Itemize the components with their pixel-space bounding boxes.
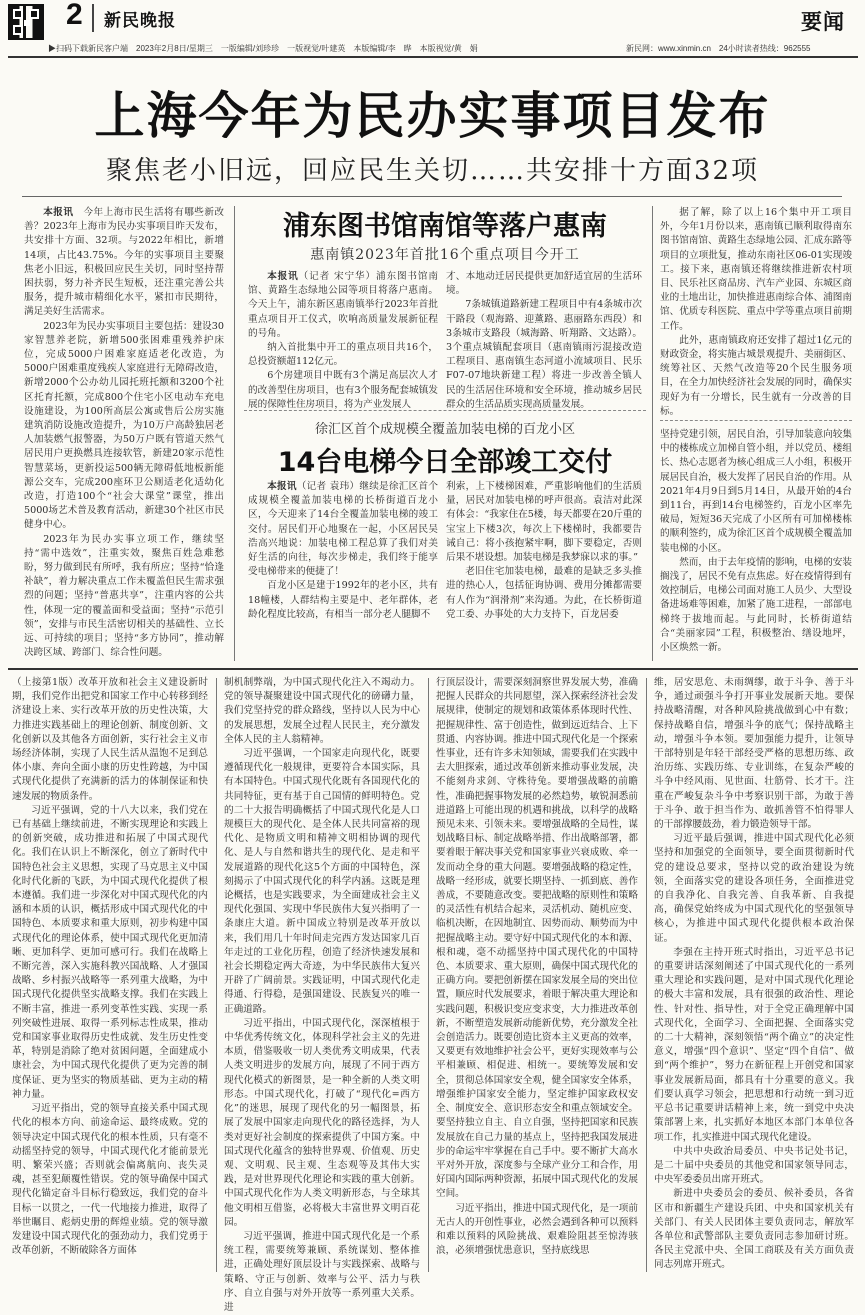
dateline: 本报讯 <box>267 481 297 492</box>
lower-paragraph: 习近平强调，党的十八大以来，我们党在已有基础上继续前进，不断实现理论和实践上的创新突破，成功推进和拓展了中国式现代化。我们在认识上不断深化，创立了新时代中国特色社会主义思想，实现了马克思主义中国化时代化新的飞跃，为中国式现代化提供了根本遵循。我们进一步深化对中国式现代化的内涵和本质的认识，概括形成中国式现代化的中国特色、本质要求和重大原则，初步构建中国式现代化的理论体系，使中国式现代化更加清晰、更加科学、更加可感可行。我们在战略上不断完善，深入实施科教兴国战略、人才强国战略、乡村振兴战略等一系列重大战略，为中国式现代化提供坚实战略支撑。我们在实践上不断丰富，推进一系列变革性实践、实现一系列突破性进展、取得一系列标志性成果，推动党和国家事业取得历史性成就、发生历史性变革，特别是消除了绝对贫困问题，全面建成小康社会，为中国式现代化提供了更为完善的制度保证、更为坚实的物质基础、更为主动的精神力量。 <box>12 804 208 1100</box>
column-divider <box>428 678 429 1272</box>
main-story-text: 今年上海市民生活将有哪些新改善？2023年上海市为民办实事项目昨天发布，共安排十方面、32项。与2022年相比，新增14项，占比43.75%。今年的实事项目主要聚焦老小旧远，积极回应民生关切，同时坚持帮困扶弱，努力补齐民生短板，还注重完善公共服务，提升城市精细化水平，紧扣市民期待，满足美好生活需求。 <box>24 207 225 318</box>
elevator-text: （记者 袁玮）继续是徐汇区首个成规模全覆盖加装电梯的长桥街道百龙小区，今天迎来了14台全覆盖加装电梯的竣工交付。居民们开心地聚在一起，小区居民吴浩高兴地说：加装电梯工程总算了我们对美好生活的向往，每次步梯走，我们终于能享受电梯带来的便捷了！ <box>248 481 438 578</box>
lower-article-col-1 <box>12 676 208 1274</box>
lower-paragraph: 习近平指出，中国式现代化，深深植根于中华优秀传统文化，体现科学社会主义的先进本质，借鉴吸收一切人类优秀文明成果，代表人类文明进步的发展方向，展现了不同于西方现代化模式的新图景，是一种全新的人类文明形态。中国式现代化，打破了“现代化=西方化”的迷思，展现了现代化的另一幅图景，拓展了发展中国家走向现代化的路径选择，为人类对更好社会制度的探索提供了中国方案。中国式现代化蕴含的独特世界观、价值观、历史观、文明观、民主观、生态观等及其伟大实践，是对世界现代化理论和实践的重大创新。中国式现代化作为人类文明新形态，与全球其他文明相互借鉴，必将极大丰富世界文明百花园。 <box>224 1017 420 1228</box>
masthead <box>0 0 865 60</box>
lower-paragraph: （上接第1版）改革开放和社会主义建设新时期，我们党作出把党和国家工作中心转移到经济建设上来、实行改革开放的历史性决策，大力推进实践基础上的理论创新、制度创新、文化创新以及其他各方面创新，实行社会主义市场经济体制，实现了人民生活从温饱不足到总体小康、奔向全面小康的历史性跨越，为中国式现代化提供了充满新的活力的体制保证和快速发展的物质条件。 <box>12 677 208 802</box>
page-number: 2 <box>66 0 83 31</box>
lower-paragraph: 中共中央政治局委员、中央书记处书记，是二十届中央委员的其他党和国家领导同志，中央军委委员出席开班式。 <box>654 1145 854 1186</box>
library-paragraph <box>248 270 438 341</box>
lower-paragraph: 习近平强调，推进中国式现代化是一个系统工程，需要统筹兼顾、系统谋划、整体推进，正确处理好顶层设计与实践探索、战略与策略、守正与创新、效率与公平、活力与秩序、自立自强与对外开放等一系列重大关系。进 <box>224 1230 420 1313</box>
elevator-paragraph: 老旧住宅加装电梯，最难的是缺乏多头推进的热心人，包括征询协调、费用分摊都需要有人作为“润滑剂”来沟通。为此，在长桥街道党工委、办事处的大力支持下，百龙居委 <box>446 566 642 620</box>
headline-rule <box>22 196 842 197</box>
elevator-headline: 14台电梯今日全部竣工交付 <box>277 447 613 478</box>
library-body-col-a <box>248 270 438 410</box>
library-headline: 浦东图书馆南馆等落户惠南 <box>283 211 607 242</box>
dateline: 本报讯 <box>267 271 299 282</box>
library-subhead: 惠南镇2023年首批16个重点项目今开工 <box>310 247 580 263</box>
elevator-body-col-a <box>248 480 438 658</box>
elevator-paragraph: 利索，上下楼梯困难，严重影响他们的生活质量，居民对加装电梯的呼声很高。袁洁对此深有体会：“我家住在5楼，每天都要在20斤重的宝宝上下楼3次，每次上下楼梯时，我都要告诫自己：将小孩抱紧牢啊，脚下要稳定，否则后果不堪设想。加装电梯是我梦寐以求的事。” <box>446 481 642 564</box>
section-rule <box>8 668 858 670</box>
section-title: 要闻 <box>801 9 845 34</box>
elevator-paragraph: 坚持党建引领，居民自治，引导加装意向较集中的楼栋成立加梯自管小组，并以党员、楼组长、热心志愿者为核心组成三人小组，积极开展居民自治，极大发挥了居民自治的作用。从2021年4月9日到5月14日，从最开始的4台到11台，再到14台电梯签约，百龙小区率先破局，短短36天完成了小区所有可加梯楼栋的顺利签约，成为徐汇区首个成规模全覆盖加装电梯的小区。 <box>660 429 852 554</box>
dateline: 本报讯 <box>43 207 74 218</box>
library-text: （记者 宋宁华）浦东图书馆南馆、黄路生态绿地公园等项目将落户惠南。今天上午，浦东新区惠南镇举行2023年首批重点项目开工仪式，吹响高质量发展新征程的号角。 <box>248 271 438 339</box>
masthead-divider <box>92 4 94 32</box>
library-paragraph: 7条城镇道路新建工程项目中有4条城市次干路段（观海路、迎薰路、惠丽路东西段）和3条城市支路段（城海路、听翔路、文达路）。3个重点城镇配套项目（惠南镇雨污混接改造工程项目、惠南镇生态河道小流域项目、民乐F07-07地块新建工程）将进一步改善全镇人民的生活居住环境和安全环境，推动城乡居民群众的生活品质实现高质量发展。 <box>446 299 642 410</box>
elevator-continued <box>660 428 852 658</box>
lower-paragraph: 习近平指出，推进中国式现代化，是一项前无古人的开创性事业，必然会遇到各种可以预料和难以预料的风险挑战、艰难险阻甚至惊涛骇浪，必须增强忧患意识，坚持底线思 <box>436 1202 638 1257</box>
qr-code-icon[interactable] <box>8 4 44 40</box>
lower-paragraph: 习近平指出，党的领导直接关系中国式现代化的根本方向、前途命运、最终成败。党的领导决定中国式现代化的根本性质，只有毫不动摇坚持党的领导，中国式现代化才能前景光明、繁荣兴盛；否则就会偏离航向、丧失灵魂，甚至犯颠覆性错误。党的领导确保中国式现代化锚定奋斗目标行稳致远，我们党的奋斗目标一以贯之，一代一代地接力推进，取得了举世瞩目、彪炳史册的辉煌业绩。党的领导激发建设中国式现代化的强劲动力，我们党勇于改革创新，不断破除各方面体 <box>12 1103 208 1257</box>
main-headline: 上海今年为民办实事项目发布 <box>94 87 771 145</box>
library-paragraph: 才、本地动迁居民提供更加舒适宜居的生活环境。 <box>446 271 642 297</box>
elevator-paragraph <box>248 480 438 579</box>
main-story-paragraph <box>24 206 224 320</box>
lower-paragraph: 维，居安思危、未雨绸缪，敢于斗争、善于斗争，通过顽强斗争打开事业发展新天地。要保持战略清醒，对各种风险挑战做到心中有数；保持战略自信，增强斗争的底气；保持战略主动，增强斗争本领。要加强能力提升，让领导干部特别是年轻干部经受严格的思想历练、政治历练、实践历练、专业训练，在复杂严峻的斗争中经风雨、见世面、壮筋骨、长才干。注重在严峻复杂斗争中考察识别干部，为敢于善于斗争、敢于担当作为、敢抓善管不怕得罪人的干部撑腰鼓劲，着力锻造领导干部。 <box>654 677 854 831</box>
lower-paragraph: 习近平强调，一个国家走向现代化，既要遵循现代化一般规律，更要符合本国实际，具有本国特色。中国式现代化既有各国现代化的共同特征，更有基于自己国情的鲜明特色。党的二十大报告明确概括了中国式现代化是人口规模巨大的现代化、是全体人民共同富裕的现代化、是物质文明和精神文明相协调的现代化、是人与自然和谐共生的现代化、是走和平发展道路的现代化这5个方面的中国特色，深刻揭示了中国式现代化的科学内涵。这既是理论概括，也是实践要求，为全面建成社会主义现代化强国、实现中华民族伟大复兴指明了一条康庄大道。新中国成立特别是改革开放以来，我们用几十年时间走完西方发达国家几百年走过的工业化历程，创造了经济快速发展和社会长期稳定两大奇迹，为中华民族伟大复兴开辟了广阔前景。实践证明，中国式现代化走得通、行得稳，是强国建设、民族复兴的唯一正确道路。 <box>224 748 420 1015</box>
website-line[interactable]: 新民网：www.xinmin.cn 24小时读者热线：962555 <box>626 44 811 53</box>
library-continued <box>660 206 852 417</box>
masthead-rule <box>8 56 858 58</box>
main-subhead: 聚焦老小旧远，回应民生关切……共安排十方面32项 <box>105 156 760 186</box>
elevator-paragraph: 百龙小区是建于1992年的老小区，共有18幢楼，人群结构主要是中、老年群体，老龄化程度比较高，有相当一部分老人腿脚不 <box>248 580 438 620</box>
elevator-kicker: 徐汇区首个成规模全覆盖加装电梯的百龙小区 <box>314 422 575 437</box>
lower-paragraph: 行顶层设计，需要深刻洞察世界发展大势，准确把握人民群众的共同愿望，深入探索经济社会发展规律，使制定的规划和政策体系体现时代性、把握规律性、富于创造性，做到远近结合、上下贯通、内容协调。推进中国式现代化是一个探索性事业，还有许多未知领域，需要我们在实践中去大胆探索，通过改革创新来推动事业发展，决不能刻舟求剑、守株待兔。要增强战略的前瞻性，准确把握事物发展的必然趋势，敏锐洞悉前进道路上可能出现的机遇和挑战，以科学的战略预见未来、引领未来。要增强战略的全局性，谋划战略目标、制定战略举措、作出战略部署，都要着眼于解决事关党和国家事业兴衰成败、牵一发而动全身的重大问题。要增强战略的稳定性，战略一经形成，就要长期坚持、一抓到底、善作善成，不要随意改变。要把战略的原则性和策略的灵活性有机结合起来，灵活机动、随机应变、临机决断，在因地制宜、因势而动、顺势而为中把握战略主动。要守好中国式现代化的本和源、根和魂，毫不动摇坚持中国式现代化的中国特色、本质要求、重大原则，确保中国式现代化的正确方向。要把创新摆在国家发展全局的突出位置，顺应时代发展要求，着眼于解决重大理论和实践问题，积极识变应变求变，大力推进改革创新，不断塑造发展新动能新优势，充分激发全社会创造活力。既要创造比资本主义更高的效率，又要更有效地维护社会公平，更好实现效率与公平相兼顾、相促进、相统一。要统筹发展和安全，贯彻总体国家安全观，健全国家安全体系，增强维护国家安全能力，坚定维护国家政权安全、制度安全、意识形态安全和重点领域安全。要坚持独立自主、自立自强，坚持把国家和民族发展放在自己力量的基点上，坚持把我国发展进步的命运牢牢掌握在自己手中。要不断扩大高水平对外开放，深度参与全球产业分工和合作，用好国内国际两种资源，拓展中国式现代化的发展空间。 <box>436 677 638 1200</box>
lower-paragraph: 新进中央委员会的委员、候补委员，各省区市和新疆生产建设兵团、中央和国家机关有关部门、有关人民团体主要负责同志，解放军各单位和武警部队主要负责同志参加研讨班。各民主党派中央、全国工商联及有关方面负责同志列席开班式。 <box>654 1188 854 1271</box>
story-divider <box>244 410 646 411</box>
column-divider <box>652 206 653 661</box>
lower-paragraph: 习近平最后强调，推进中国式现代化必须坚持和加强党的全面领导，要全面贯彻新时代党的建设总要求，坚持以党的政治建设为统领，全面落实党的建设各项任务，全面推进党的自我净化、自我完善、自我革新、自我提高，确保党始终成为中国式现代化的坚强领导核心，为推进中国式现代化提供根本政治保证。 <box>654 833 854 944</box>
paper-name: 新民晚报 <box>104 11 176 31</box>
elevator-paragraph: 然而，由于去年疫情的影响，电梯的安装搁浅了，居民不免有点焦虑。好在疫情得到有效控制后，电梯公司面对施工人员少、大型设备进场难等困难，加紧了施工进程，一部部电梯终于拔地而起。与此同时，长桥街道结合“美丽家园”工程，积极整治、缮设地坪，小区焕然一新。 <box>660 556 852 654</box>
lower-paragraph: 制机制弊端，为中国式现代化注入不竭动力。党的领导凝聚建设中国式现代化的磅礴力量，我们党坚持党的群众路线，坚持以人民为中心的发展思想，发展全过程人民民主，充分激发全体人民的主人翁精神。 <box>224 677 420 745</box>
column-divider <box>216 678 217 1272</box>
library-body-col-b <box>446 270 642 410</box>
column-divider <box>234 206 235 661</box>
library-paragraph: 6个房建项目中既有3个满足高层次人才的改善型住房项目，也有3个服务配套城镇发展的保障性住房项目，将为产业发展人 <box>248 370 438 410</box>
library-paragraph: 此外，惠南镇政府还安排了超过1亿元的财政资金，将实施古城景观提升、美丽街区、统筹社区、天然气改造等20个民生服务项目，在全力加快经济社会发展的同时，确保实现好为有一分增长，民生就有一分改善的目标。 <box>660 334 852 417</box>
library-paragraph: 纳入首批集中开工的重点项目共16个，总投资额超112亿元。 <box>248 342 438 368</box>
lower-article-col-3 <box>436 676 638 1274</box>
main-story-paragraph: 2023年为民办实事项目主要包括：建设30家智慧养老院，新增500张困难重残养护床位，完成5000户困难家庭适老化改造，为5000户困难重度残疾人家庭进行无障碍改造，新增2000个公办幼儿园托班托额和3200个社区托育托额，完成800个住宅小区电动车充电设施建设，为100所高层公寓或售后公房实施建筑消防设施改造提升，为10万户高龄独居老人加装燃气报警器，为50万户既有管道天然气居民用户更换燃具连接软管，新建20家示范性智慧菜场，更新投运500辆无障碍低地板新能源公交车，完成200座环卫公厕适老化适幼化改造，打造100个“社会大课堂”课堂，推出5000场艺术普及教育活动，新建30个社区市民健身中心。 <box>24 320 224 531</box>
story-divider <box>660 420 852 421</box>
elevator-body-col-b <box>446 452 642 658</box>
info-line: ▶扫码下载新民客户端 2023年2月8日/星期三 一版编辑/刘珍珍 一版视觉/叶建英 本版编辑/李 晔 本版视觉/黄 娟 <box>48 44 478 53</box>
lower-article-col-2 <box>224 676 420 1313</box>
lower-article-col-4 <box>654 676 854 1274</box>
column-divider <box>646 678 647 1272</box>
main-story-body <box>24 206 224 664</box>
main-story-paragraph: 2023年为民办实事立项工作，继续坚持“需中选效”，注重实效，聚焦百姓急难愁盼，努力做到民有所呼，我有所应；坚持“恰逢补缺”，着力解决重点工作未覆盖但民生需求强烈的问题；坚持“普惠共享”，注重内容的公共性，体现一定的覆盖面和受益面；坚持“示范引领”，安排与市民生活密切相关的基础性、立长远、可持续的项目；坚持“多方协同”，推动解决跨区域、跨部门、综合性问题。 <box>24 533 224 659</box>
lower-paragraph: 李强在主持开班式时指出，习近平总书记的重要讲话深刻阐述了中国式现代化的一系列重大理论和实践问题，是对中国式现代化理论的极大丰富和发展，具有很强的政治性、理论性、针对性、指导性，对于全党正确理解中国式现代化，全面学习、全面把握、全面落实党的二十大精神，深刻领悟“两个确立”的决定性意义，增强“四个意识”、坚定“四个自信”、做到“两个维护”，努力在新征程上开创党和国家事业发展新局面，都具有十分重要的意义。我们要认真学习领会，把思想和行动统一到习近平总书记重要讲话精神上来，统一到党中央决策部署上来，扎实抓好本地区本部门本单位各项工作，扎实推进中国式现代化建设。 <box>654 946 854 1143</box>
library-paragraph: 据了解，除了以上16个集中开工项目外，今年1月份以来，惠南镇已顺利取得南东图书馆南馆、黄路生态绿地公园、汇成东路等项目的立项批复，推动东南社区06-01实现竣工。接下来，惠南镇还将继续推进新农村项目、民乐社区商品房、汽车产业园、东城区商业的土地出让，加快推进惠南综合体、浦图南馆、优质专科医院、重点中学等重点项目前期工作。 <box>660 207 852 332</box>
